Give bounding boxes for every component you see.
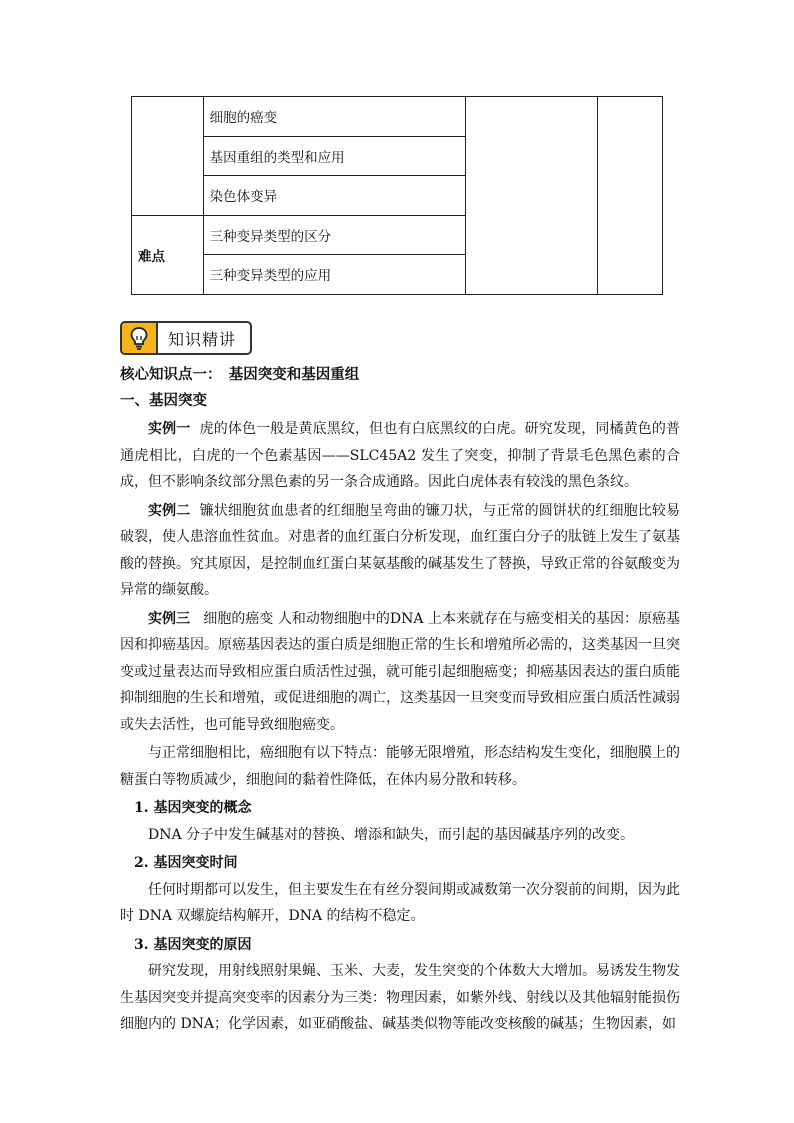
- table-cell-item: 三种变异类型的区分: [203, 215, 466, 255]
- example-label: 实例二: [148, 502, 191, 519]
- banner-title: 知识精讲: [168, 329, 237, 349]
- example-text: 虎的体色一般是黄底黑纹，但也有白底黑纹的白虎。研究发现，同橘黄色的普通虎相比，白虎的一个色素基因——SLC45A2 发生了突变，抑制了背景毛色黑色素的合成，但不影响条纹部分黑色素的另一条合成通路。因此白虎体表有较浅的黑色条纹。: [120, 421, 680, 490]
- cancer-features-paragraph: 与正常细胞相比，癌细胞有以下特点：能够无限增殖，形态结构发生变化，细胞膜上的糖蛋白等物质减少，细胞间的黏着性降低，在体内易分散和转移。: [120, 745, 680, 788]
- section-title: 核心知识点一： 基因突变和基因重组: [120, 366, 360, 383]
- point-text: 任何时期都可以发生，但主要发生在有丝分裂间期或减数第一次分裂前的间期，因为此时 DNA 双螺旋结构解开，DNA 的结构不稳定。: [120, 881, 680, 924]
- example-paragraph: [120, 498, 680, 604]
- table-cell-item: 细胞的癌变: [203, 97, 466, 137]
- table-cell-item: 三种变异类型的应用: [203, 255, 466, 295]
- table-row: [132, 97, 663, 137]
- example-paragraph: [120, 606, 680, 739]
- point-text: 研究发现，用射线照射果蝇、玉米、大麦，发生突变的个体数大大增加。易诱发生物发生基因突变并提高突变率的因素分为三类：物理因素，如紫外线、射线以及其他辐射能损伤细胞内的 DNA；化学因素，如亚硝酸盐、碱基类似物等能改变核酸的碱基；生物因素，如: [120, 963, 680, 1032]
- example-label: 实例一: [148, 421, 191, 437]
- example-label: 实例三: [148, 610, 191, 627]
- point-title: 3. 基因突变的原因: [134, 936, 252, 953]
- table-cell-empty: [597, 97, 662, 295]
- point-text: DNA 分子中发生碱基对的替换、增添和缺失，而引起的基因碱基序列的改变。: [148, 826, 635, 843]
- section-banner: [120, 321, 252, 355]
- table-cell-label: [132, 136, 204, 176]
- example-paragraph: [120, 416, 680, 496]
- table-cell-label: [132, 97, 204, 137]
- lightbulb-icon: [122, 323, 158, 353]
- table-cell-item: 染色体变异: [203, 176, 466, 216]
- table-cell-label: 难点: [132, 215, 204, 294]
- point-title: 1. 基因突变的概念: [134, 800, 252, 816]
- example-text: 镰状细胞贫血患者的红细胞呈弯曲的镰刀状，与正常的圆饼状的红细胞比较易破裂，使人患溶血性贫血。对患者的血红蛋白分析发现，血红蛋白分子的肽链上发生了氨基酸的替换。究其原因，是控制血红蛋白某氨基酸的碱基发生了替换，导致正常的谷氨酸变为异常的缬氨酸。: [120, 502, 680, 598]
- point-title: 2. 基因突变时间: [134, 855, 238, 871]
- section-subtitle: 一、基因突变: [120, 392, 207, 409]
- table-cell-item: 基因重组的类型和应用: [203, 136, 466, 176]
- topics-table: [131, 96, 663, 295]
- table-cell-label: [132, 176, 204, 216]
- main-content: [120, 362, 680, 1038]
- table-cell-empty: [466, 97, 598, 295]
- example-text: 细胞的癌变 人和动物细胞中的DNA 上本来就存在与癌变相关的基因：原癌基因和抑癌基因。原癌基因表达的蛋白质是细胞正常的生长和增殖所必需的，这类基因一旦突变或过量表达而导致相应蛋白质活性过强，就可能引起细胞癌变；抑癌基因表达的蛋白质能抑制细胞的生长和增殖，或促进细胞的凋亡，这类基因一旦突变而导致相应蛋白质活性减弱或失去活性，也可能导致细胞癌变。: [120, 610, 681, 733]
